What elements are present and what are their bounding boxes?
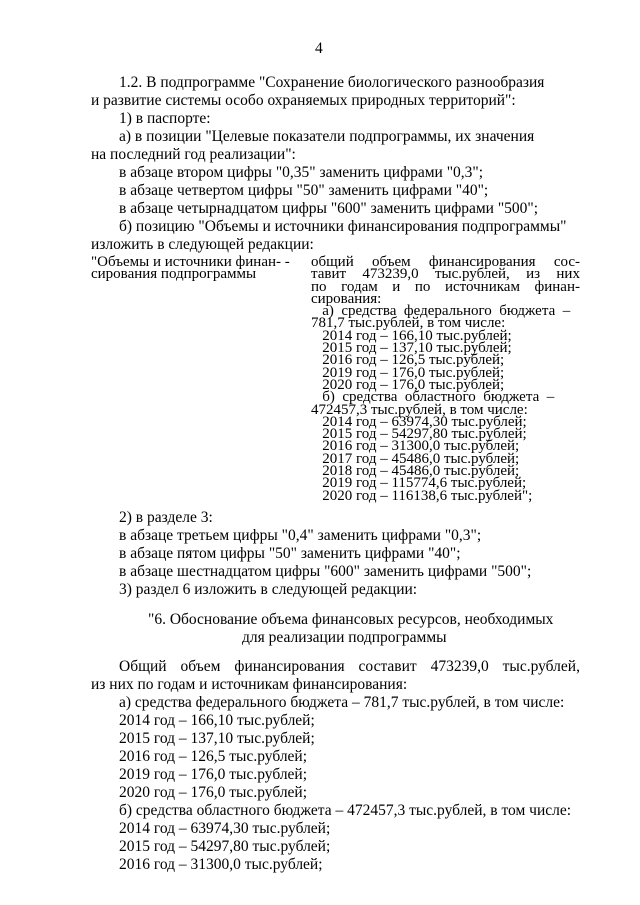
table-right-line: 2019 год – 115774,6 тыс.рублей; bbox=[311, 475, 527, 492]
target-indicators-item-2: в абзаце четвертом цифры "50" заменить цифрами "40"; bbox=[119, 182, 489, 199]
table-right-plain-lines bbox=[311, 290, 580, 504]
table-right-line: 781,7 тыс.рублей, в том числе: bbox=[311, 315, 506, 332]
table-right-word: финан- bbox=[534, 278, 580, 295]
page-number: 4 bbox=[315, 40, 323, 57]
table-right-word: сос- bbox=[553, 254, 580, 270]
target-indicators-line-1: а) в позиции "Целевые показатели подпрограммы, их значения bbox=[119, 128, 535, 145]
table-right-line: сирования: bbox=[311, 290, 382, 307]
section-6-heading-line-1: "6. Обоснование объема финансовых ресурсов, необходимых bbox=[148, 611, 554, 628]
total-financing-word: Общий bbox=[119, 658, 167, 675]
regional-year-2014: 2014 год – 63974,30 тыс.рублей; bbox=[119, 820, 331, 837]
table-right-word: по bbox=[311, 278, 327, 295]
table-right-word: тавит bbox=[311, 266, 347, 283]
federal-year-2014: 2014 год – 166,10 тыс.рублей; bbox=[119, 712, 315, 729]
table-right-word: финансирования bbox=[428, 254, 536, 270]
federal-year-2019: 2019 год – 176,0 тыс.рублей; bbox=[119, 766, 308, 783]
total-financing-word: финансирования bbox=[234, 658, 345, 675]
passport-table-right-cell bbox=[311, 256, 580, 502]
table-right-line: 2016 год – 31300,0 тыс.рублей; bbox=[311, 438, 520, 455]
table-right-line: 2014 год – 63974,30 тыс.рублей; bbox=[311, 413, 527, 430]
table-right-line: 2017 год – 45486,0 тыс.рублей; bbox=[311, 450, 520, 467]
table-right-line: 2020 год – 116138,6 тыс.рублей"; bbox=[311, 487, 533, 504]
table-right-line: 2020 год – 176,0 тыс.рублей; bbox=[311, 376, 505, 393]
section-6-intro: 3) раздел 6 изложить в следующей редакции: bbox=[119, 581, 418, 598]
total-financing-line-1 bbox=[119, 658, 580, 676]
table-right-line: 2015 год – 137,10 тыс.рублей; bbox=[311, 340, 512, 357]
regional-budget-title: б) средства областного бюджета – 472457,3 тыс.рублей, в том числе: bbox=[119, 802, 572, 819]
total-financing-word: объем bbox=[180, 658, 221, 675]
section-3-item-3: в абзаце шестнадцатом цифры "600" заменить цифрами "500"; bbox=[119, 563, 532, 580]
table-right-word: 473239,0 bbox=[362, 266, 419, 283]
total-financing-word: 473239,0 bbox=[430, 658, 489, 675]
section-3-item-2: в абзаце пятом цифры "50" заменить цифрами "40"; bbox=[119, 545, 461, 562]
table-right-line: а) средства федерального бюджета – bbox=[311, 303, 571, 320]
total-financing-word: тыс.рублей, bbox=[502, 658, 580, 675]
regional-year-2016: 2016 год – 31300,0 тыс.рублей; bbox=[119, 856, 323, 873]
table-right-line: 2019 год – 176,0 тыс.рублей; bbox=[311, 364, 505, 381]
table-right-line: 2018 год – 45486,0 тыс.рублей; bbox=[311, 463, 520, 480]
regional-year-2015: 2015 год – 54297,80 тыс.рублей; bbox=[119, 838, 331, 855]
federal-year-2015: 2015 год – 137,10 тыс.рублей; bbox=[119, 730, 315, 747]
table-right-line: 2014 год – 166,10 тыс.рублей; bbox=[311, 327, 512, 344]
table-right-word: годам bbox=[341, 278, 378, 295]
table-right-word: по bbox=[414, 278, 431, 295]
table-right-line: 2015 год – 54297,80 тыс.рублей; bbox=[311, 426, 527, 443]
table-right-word: объем bbox=[372, 254, 411, 270]
table-right-word: тыс.рублей, bbox=[434, 266, 510, 283]
federal-budget-title: а) средства федерального бюджета – 781,7 тыс.рублей, в том числе: bbox=[119, 694, 565, 711]
table-left-line-1: "Объемы и источники финан- - bbox=[91, 254, 290, 270]
total-financing-word: составит bbox=[358, 658, 417, 675]
section-3-subitem: 2) в разделе 3: bbox=[119, 509, 213, 526]
target-indicators-item-3: в абзаце четырнадцатом цифры "600" заменить цифрами "500"; bbox=[119, 200, 539, 217]
table-right-word: и bbox=[392, 278, 401, 295]
target-indicators-line-2: на последний год реализации": bbox=[91, 146, 296, 163]
table-right-line: 2016 год – 126,5 тыс.рублей; bbox=[311, 352, 505, 369]
total-financing-line-2: из них по годам и источникам финансирования: bbox=[91, 676, 408, 693]
table-right-line: 472457,3 тыс.рублей, в том числе: bbox=[311, 401, 528, 418]
passport-table-left-cell bbox=[91, 256, 290, 281]
item-1-2-line-2: и развитие системы особо охраняемых природных территорий": bbox=[91, 92, 516, 109]
item-1-2-line-1: 1.2. В подпрограмме "Сохранение биологического разнообразия bbox=[119, 74, 545, 91]
table-right-line: б) средства областного бюджета – bbox=[311, 389, 555, 406]
financing-position-line-2: изложить в следующей редакции: bbox=[91, 236, 314, 253]
financing-position-line-1: б) позицию "Объемы и источники финансирования подпрограммы" bbox=[119, 218, 567, 235]
section-3-item-1: в абзаце третьем цифры "0,4" заменить цифрами "0,3"; bbox=[119, 527, 482, 544]
federal-year-2020: 2020 год – 176,0 тыс.рублей; bbox=[119, 784, 308, 801]
table-right-justified-lines bbox=[311, 256, 580, 293]
table-right-word: источникам bbox=[444, 278, 520, 295]
federal-year-2016: 2016 год – 126,5 тыс.рублей; bbox=[119, 748, 308, 765]
table-right-word: из bbox=[526, 266, 541, 283]
table-right-word: общий bbox=[311, 254, 354, 270]
passport-subitem: 1) в паспорте: bbox=[119, 110, 211, 127]
table-right-word: них bbox=[556, 266, 580, 283]
section-6-heading-line-2: для реализации подпрограммы bbox=[242, 629, 447, 646]
table-left-line-2: сирования подпрограммы bbox=[91, 266, 257, 283]
target-indicators-item-1: в абзаце втором цифры "0,35" заменить цифрами "0,3"; bbox=[119, 164, 484, 181]
